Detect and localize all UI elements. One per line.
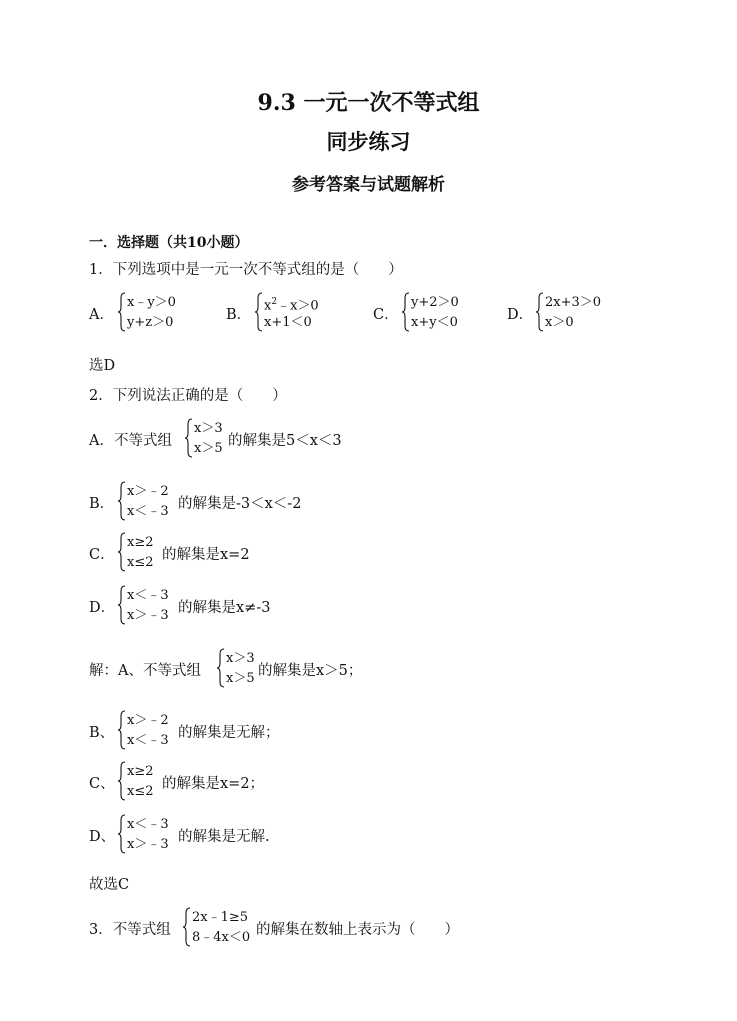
- q2-solution-c-tail: 的解集是x=2；: [162, 776, 265, 792]
- ineq-line-2: x≤2: [127, 555, 154, 570]
- brace-icon: [117, 532, 126, 572]
- q2-option-b-label: B．: [89, 496, 115, 512]
- brace-icon: [535, 292, 544, 332]
- q2-solution-c-label: C、: [89, 776, 115, 792]
- page-subtitle: 同步练习: [326, 129, 411, 154]
- ineq-line-2: x＜﹣3: [127, 733, 169, 748]
- q1-option-a-label: A．: [89, 307, 114, 323]
- q2-option-d-label: D．: [89, 600, 116, 616]
- q1-option-d-label: D．: [507, 307, 534, 323]
- ineq-line-2: x＞5: [194, 441, 223, 456]
- ineq-line-2: y+z＞0: [127, 315, 174, 330]
- q2-option-d-tail: 的解集是x≠-3: [178, 600, 271, 616]
- brace-icon: [117, 481, 126, 521]
- q2-solution-d-tail: 的解集是无解.: [178, 829, 270, 845]
- q1-option-b-label: B．: [226, 307, 252, 323]
- ineq-line-2: x＜﹣3: [127, 504, 169, 519]
- section-heading: 一．选择题（共10小题）: [89, 235, 249, 251]
- ineq-line-1: x＞3: [194, 421, 223, 436]
- q2-option-a-label: A．不等式组: [89, 433, 172, 449]
- q2-option-c-tail: 的解集是x=2: [162, 547, 250, 563]
- ineq-term: ﹣x＞0: [277, 298, 319, 314]
- q3-label: 3．不等式组: [89, 922, 171, 938]
- page-title: 9.3 一元一次不等式组: [257, 90, 480, 116]
- ineq-line-1: x＜﹣3: [127, 817, 169, 832]
- q2-solution-b-label: B、: [89, 725, 115, 741]
- brace-icon: [117, 585, 126, 625]
- q2-option-b-tail: 的解集是-3＜x＜-2: [178, 496, 302, 512]
- ineq-line-2: 8﹣4x＜0: [192, 930, 251, 945]
- q2-solution-d-label: D、: [89, 829, 116, 845]
- q1-answer: 选D: [89, 358, 116, 374]
- ineq-term: x: [264, 298, 272, 314]
- q1-stem: 1．下列选项中是一元一次不等式组的是（ ）: [89, 262, 403, 278]
- ineq-line-1: x＞﹣2: [127, 484, 169, 499]
- q2-answer: 故选C: [89, 877, 130, 893]
- ineq-line-1: 2x﹣1≥5: [192, 910, 249, 925]
- brace-icon: [184, 418, 193, 458]
- brace-icon: [401, 292, 410, 332]
- exponent: 2: [271, 297, 278, 307]
- ineq-line-2: x＞﹣3: [127, 608, 169, 623]
- q2-solution-a-label: 解：A、不等式组: [89, 663, 201, 679]
- ineq-line-1: x≥2: [127, 764, 154, 779]
- ineq-line-1: x﹣y＞0: [127, 295, 176, 310]
- ineq-line-2: x＞﹣3: [127, 837, 169, 852]
- brace-icon: [117, 761, 126, 801]
- brace-icon: [216, 648, 225, 688]
- brace-icon: [117, 710, 126, 750]
- q1-option-c-label: C．: [373, 307, 399, 323]
- ineq-line-2: x＞5: [226, 671, 255, 686]
- brace-icon: [117, 292, 126, 332]
- ineq-line-2: x+y＜0: [411, 315, 458, 330]
- ineq-line-1: x≥2: [127, 535, 154, 550]
- ineq-line-1: x＞3: [226, 651, 255, 666]
- brace-icon: [254, 292, 263, 332]
- ineq-line-2: x≤2: [127, 784, 154, 799]
- q2-option-c-label: C．: [89, 547, 115, 563]
- q2-solution-a-tail: 的解集是x＞5；: [258, 663, 363, 679]
- ineq-line-2: x+1＜0: [264, 315, 312, 330]
- answer-heading: 参考答案与试题解析: [292, 175, 445, 195]
- ineq-line-1: 2x+3＞0: [545, 295, 602, 310]
- q2-stem: 2．下列说法正确的是（ ）: [89, 388, 287, 404]
- brace-icon: [182, 907, 191, 947]
- q2-solution-b-tail: 的解集是无解；: [178, 725, 280, 741]
- brace-icon: [117, 814, 126, 854]
- ineq-line-1: [264, 295, 319, 313]
- q2-option-a-tail: 的解集是5＜x＜3: [228, 433, 342, 449]
- ineq-line-1: x＞﹣2: [127, 713, 169, 728]
- q3-tail: 的解集在数轴上表示为（ ）: [256, 922, 459, 938]
- ineq-line-1: y+2＞0: [411, 295, 459, 310]
- ineq-line-2: x＞0: [545, 315, 574, 330]
- ineq-line-1: x＜﹣3: [127, 588, 169, 603]
